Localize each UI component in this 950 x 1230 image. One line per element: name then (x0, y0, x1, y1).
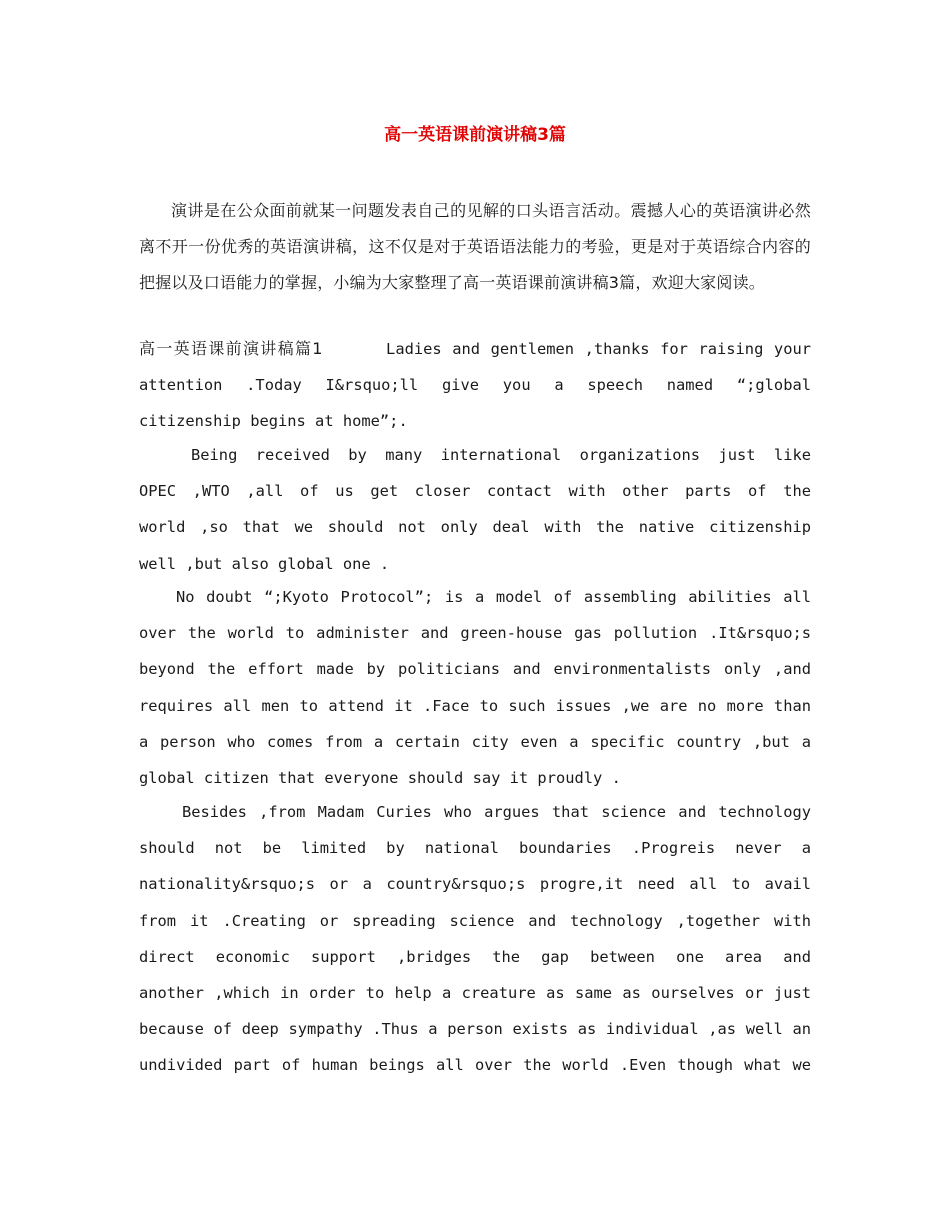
paragraph-line: Besides ,from Madam Curies who argues that science and technology (182, 803, 811, 821)
paragraph-line: a person who comes from a certain city even a specific country ,but a (139, 732, 811, 751)
paragraph-line: attention .Today I&rsquo;ll give you a speech named “;global (139, 376, 811, 395)
paragraph-line: another ,which in order to help a creature as same as ourselves or just (139, 984, 811, 1003)
paragraph-text: Ladies and gentlemen ,thanks for raising your (386, 340, 811, 358)
paragraph-line: direct economic support ,bridges the gap between one area and (139, 947, 811, 966)
paragraph-line: world ,so that we should not only deal with the native citizenship (139, 518, 811, 537)
paragraph-line: because of deep sympathy .Thus a person exists as individual ,as well an (139, 1020, 811, 1039)
paragraph-line: from it .Creating or spreading science and technology ,together with (139, 911, 811, 930)
speech-paragraph-3 (139, 579, 811, 796)
speech-paragraph-4 (139, 794, 811, 1084)
paragraph-line: Being received by many international organizations just like (191, 446, 811, 464)
paragraph-line: well ,but also global one . (139, 554, 390, 573)
paragraph-line: requires all men to attend it .Face to such issues ,we are no more than (139, 696, 811, 715)
paragraph-line: undivided part of human beings all over the world .Even though what we (139, 1056, 811, 1075)
paragraph-line: global citizen that everyone should say it proudly . (139, 769, 621, 788)
paragraph-line: No doubt “;Kyoto Protocol”; is a model of assembling abilities all (176, 588, 811, 606)
document-title: 高一英语课前演讲稿3篇 (384, 125, 566, 145)
paragraph-line: OPEC ,WTO ,all of us get closer contact with other parts of the (139, 482, 811, 501)
speech-paragraph-1 (139, 331, 811, 440)
paragraph-line: beyond the effort made by politicians and environmentalists only ,and (139, 660, 811, 679)
paragraph-line: over the world to administer and green-house gas pollution .It&rsquo;s (139, 624, 811, 643)
paragraph-line: nationality&rsquo;s or a country&rsquo;s progre,it need all to avail (139, 875, 811, 894)
paragraph-line (139, 331, 811, 367)
section-heading: 高一英语课前演讲稿篇1 (139, 339, 323, 358)
paragraph-line: citizenship begins at home”;. (139, 412, 408, 431)
paragraph-line: should not be limited by national boundaries .Progreis never a (139, 839, 811, 858)
speech-paragraph-2 (139, 437, 811, 582)
intro-paragraph: 演讲是在公众面前就某一问题发表自己的见解的口头语言活动。震撼人心的英语演讲必然离不开一份优秀的英语演讲稿，这不仅是对于英语语法能力的考验，更是对于英语综合内容的把握以及口语能力的掌握，小编为大家整理了高一英语课前演讲稿3篇，欢迎大家阅读。 (139, 201, 811, 292)
